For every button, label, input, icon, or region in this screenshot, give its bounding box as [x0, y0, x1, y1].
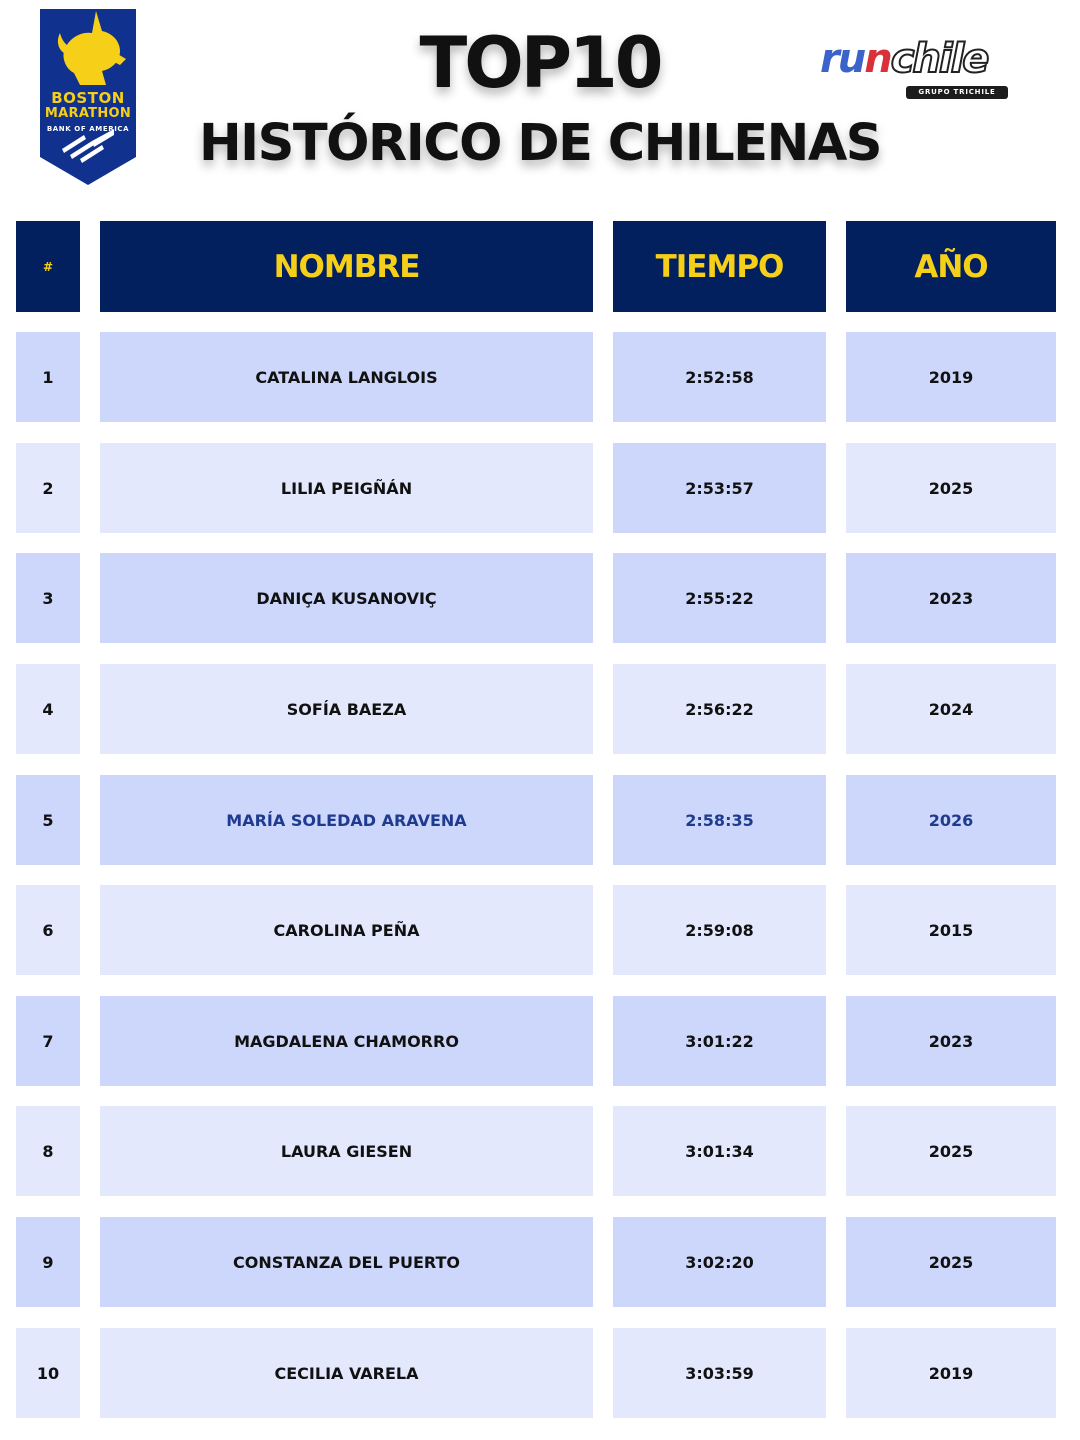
- table-row-year: 2025: [846, 1217, 1056, 1307]
- table-row-year: 2025: [846, 1106, 1056, 1196]
- table-row-name: CAROLINA PEÑA: [100, 885, 593, 975]
- runchile-word-part2: n: [864, 36, 891, 82]
- table-row-time: 2:59:08: [613, 885, 826, 975]
- boston-logo-line1: BOSTON: [51, 89, 125, 107]
- table-row-time: 3:02:20: [613, 1217, 826, 1307]
- table-row-name: DANIÇA KUSANOVIÇ: [100, 553, 593, 643]
- table-row-position: 1: [16, 332, 80, 422]
- table-row-name: LAURA GIESEN: [100, 1106, 593, 1196]
- table-row-name: MAGDALENA CHAMORRO: [100, 996, 593, 1086]
- table-row-time: 3:01:34: [613, 1106, 826, 1196]
- column-header-name: NOMBRE: [100, 221, 593, 312]
- column-header-time: TIEMPO: [613, 221, 826, 312]
- runchile-wordmark: [820, 36, 987, 82]
- table-row-position: 7: [16, 996, 80, 1086]
- table-row-position: 9: [16, 1217, 80, 1307]
- table-row-year: 2025: [846, 443, 1056, 533]
- table-row-position: 8: [16, 1106, 80, 1196]
- table-row-position: 5: [16, 775, 80, 865]
- page-title: TOP10: [419, 22, 661, 104]
- table-row-time: 2:58:35: [613, 775, 826, 865]
- table-row-year: 2015: [846, 885, 1056, 975]
- boston-logo-line3: BANK OF AMERICA: [46, 125, 130, 133]
- boston-logo-line2: MARATHON: [44, 106, 132, 121]
- table-row-year: 2019: [846, 332, 1056, 422]
- column-header-year: AÑO: [846, 221, 1056, 312]
- table-row-position: 10: [16, 1328, 80, 1418]
- table-row-position: 3: [16, 553, 80, 643]
- runchile-word-part3: chile: [890, 36, 988, 82]
- page-subtitle: HISTÓRICO DE CHILENAS: [198, 114, 882, 173]
- table-row-name: LILIA PEIGÑÁN: [100, 443, 593, 533]
- table-row-name: MARÍA SOLEDAD ARAVENA: [100, 775, 593, 865]
- table-row-name: CECILIA VARELA: [100, 1328, 593, 1418]
- table-row-year: 2023: [846, 553, 1056, 643]
- table-row-year: 2026: [846, 775, 1056, 865]
- runchile-tagline: GRUPO TRICHILE: [906, 86, 1008, 99]
- runchile-logo: [820, 36, 1012, 104]
- table-row-year: 2023: [846, 996, 1056, 1086]
- table-row-position: 6: [16, 885, 80, 975]
- table-row-year: 2024: [846, 664, 1056, 754]
- table-row-name: CATALINA LANGLOIS: [100, 332, 593, 422]
- column-header-position: #: [16, 221, 80, 312]
- table-row-time: 3:01:22: [613, 996, 826, 1086]
- table-row-name: SOFÍA BAEZA: [100, 664, 593, 754]
- table-row-time: 3:03:59: [613, 1328, 826, 1418]
- table-row-name: CONSTANZA DEL PUERTO: [100, 1217, 593, 1307]
- table-row-position: 2: [16, 443, 80, 533]
- table-row-time: 2:56:22: [613, 664, 826, 754]
- table-row-position: 4: [16, 664, 80, 754]
- table-row-time: 2:53:57: [613, 443, 826, 533]
- runchile-word-part1: ru: [820, 36, 865, 82]
- table-row-year: 2019: [846, 1328, 1056, 1418]
- table-row-time: 2:55:22: [613, 553, 826, 643]
- table-row-time: 2:52:58: [613, 332, 826, 422]
